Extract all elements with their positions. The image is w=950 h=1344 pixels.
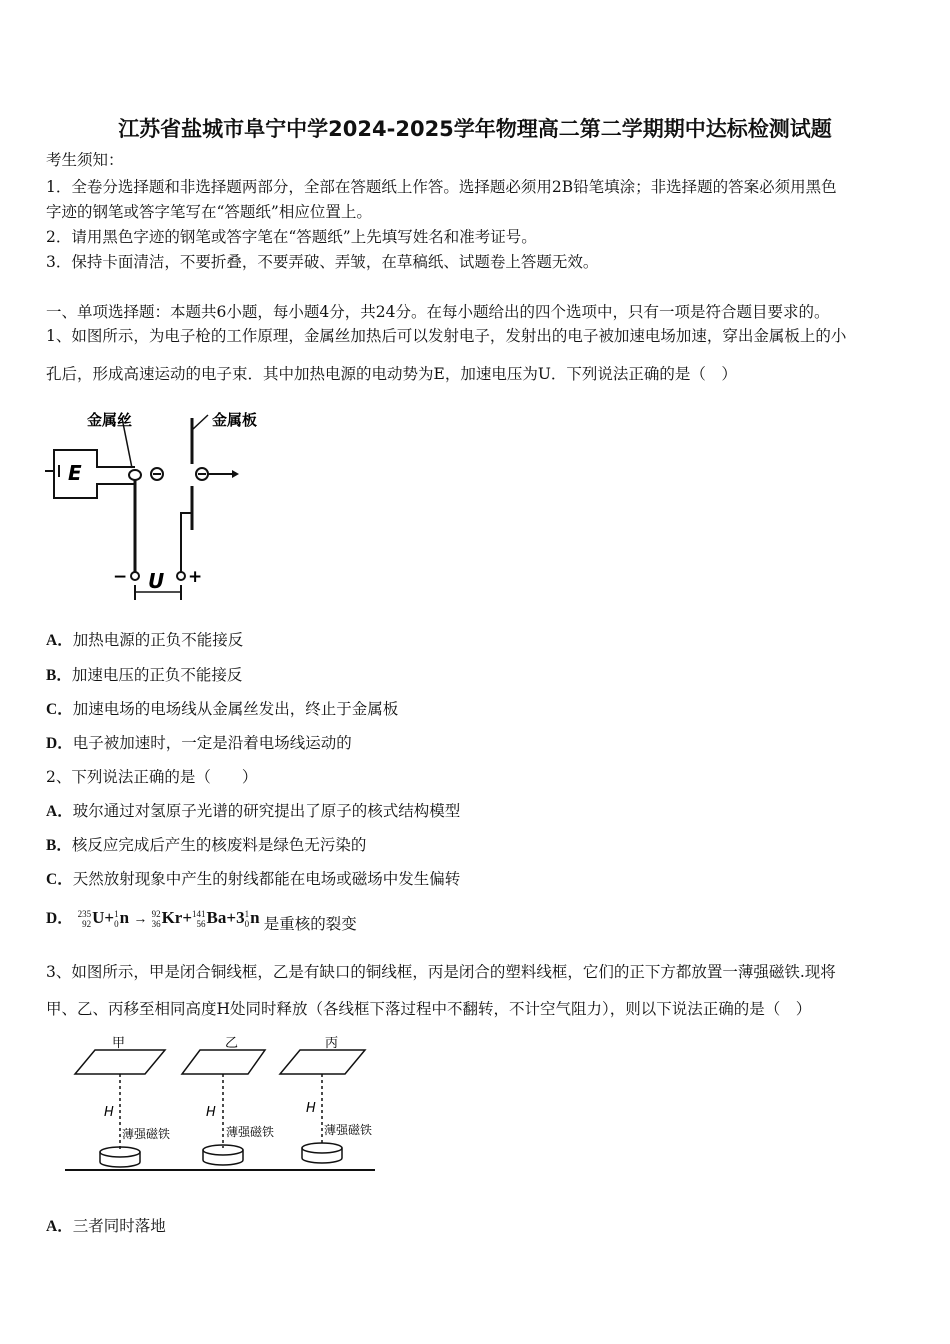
q2-option-c: C．天然放射现象中产生的射线都能在电场或磁场中发生偏转 <box>46 870 461 888</box>
electron-gun-figure <box>40 400 280 610</box>
fission-equation: 235 92 U+ 1 0 n → 92 36 Kr+ 141 56 Ba+3 1 0 n <box>77 908 260 930</box>
magnet-label: 薄强磁铁 <box>324 1123 373 1137</box>
q3-stem: 甲、乙、丙移至相同高度H处同时释放（各线框下落过程中不翻转，不计空气阻力），则以下说法正确的是（ ） <box>46 1000 812 1018</box>
magnet-label: 薄强磁铁 <box>226 1125 275 1139</box>
notice-item: 字迹的钢笔或答字笔写在“答题纸”相应位置上。 <box>46 203 372 221</box>
notice-item: 2．请用黑色字迹的钢笔或答字笔在“答题纸”上先填写姓名和准考证号。 <box>46 228 537 246</box>
notice-item: 3．保持卡面清洁，不要折叠，不要弄破、弄皱，在草稿纸、试题卷上答题无效。 <box>46 253 599 271</box>
frame-label-yi: 乙 <box>225 1036 239 1051</box>
q1-stem: 孔后，形成高速运动的电子束．其中加热电源的电动势为E，加速电压为U．下列说法正确的是（ ） <box>46 365 737 383</box>
section-heading: 一、单项选择题：本题共6小题，每小题4分，共24分。在每小题给出的四个选项中，只有一项是符合题目要求的。 <box>46 303 830 321</box>
q1-stem: 1、如图所示，为电子枪的工作原理，金属丝加热后可以发射电子，发射出的电子被加速电场加速，穿出金属板上的小 <box>46 327 847 345</box>
q2-option-a: A．玻尔通过对氢原子光谱的研究提出了原子的核式结构模型 <box>46 802 461 820</box>
q1-option-c: C．加速电场的电场线从金属丝发出，终止于金属板 <box>46 700 399 718</box>
magnet-label: 薄强磁铁 <box>122 1127 171 1141</box>
q1-option-d: D．电子被加速时，一定是沿着电场线运动的 <box>46 734 352 752</box>
frame-label-jia: 甲 <box>112 1036 126 1051</box>
q2-option-d: D． 235 92 U+ 1 0 n → 92 36 Kr+ 141 56 Ba+3 1 0 n 是重核的裂变 <box>46 908 357 933</box>
emf-label: E <box>68 461 82 485</box>
q2-stem: 2、下列说法正确的是（ ） <box>46 768 258 786</box>
q3-option-a: A．三者同时落地 <box>46 1217 166 1235</box>
minus-terminal: − <box>113 567 128 587</box>
notice-heading: 考生须知： <box>46 151 124 169</box>
notice-item: 1．全卷分选择题和非选择题两部分，全部在答题纸上作答。选择题必须用2B铅笔填涂；非选择题的答案必须用黑色 <box>46 178 837 196</box>
plate-label: 金属板 <box>212 411 258 429</box>
q2-option-b: B．核反应完成后产生的核废料是绿色无污染的 <box>46 836 367 854</box>
height-label: H <box>306 1101 316 1116</box>
plus-terminal: + <box>188 567 203 587</box>
wire-label: 金属丝 <box>87 411 133 429</box>
page-title: 江苏省盐城市阜宁中学2024-2025学年物理高二第二学期期中达标检测试题 <box>118 117 832 141</box>
q1-option-b: B．加速电压的正负不能接反 <box>46 666 243 684</box>
height-label: H <box>206 1105 216 1120</box>
q1-option-a: A．加热电源的正负不能接反 <box>46 631 244 649</box>
q3-stem: 3、如图所示，甲是闭合铜线框，乙是有缺口的铜线框，丙是闭合的塑料线框，它们的正下方都放置一薄强磁铁.现将 <box>46 963 836 981</box>
height-label: H <box>104 1105 114 1120</box>
frame-label-bing: 丙 <box>325 1036 339 1051</box>
falling-frames-figure <box>60 1030 380 1180</box>
voltage-label: U <box>148 569 165 593</box>
